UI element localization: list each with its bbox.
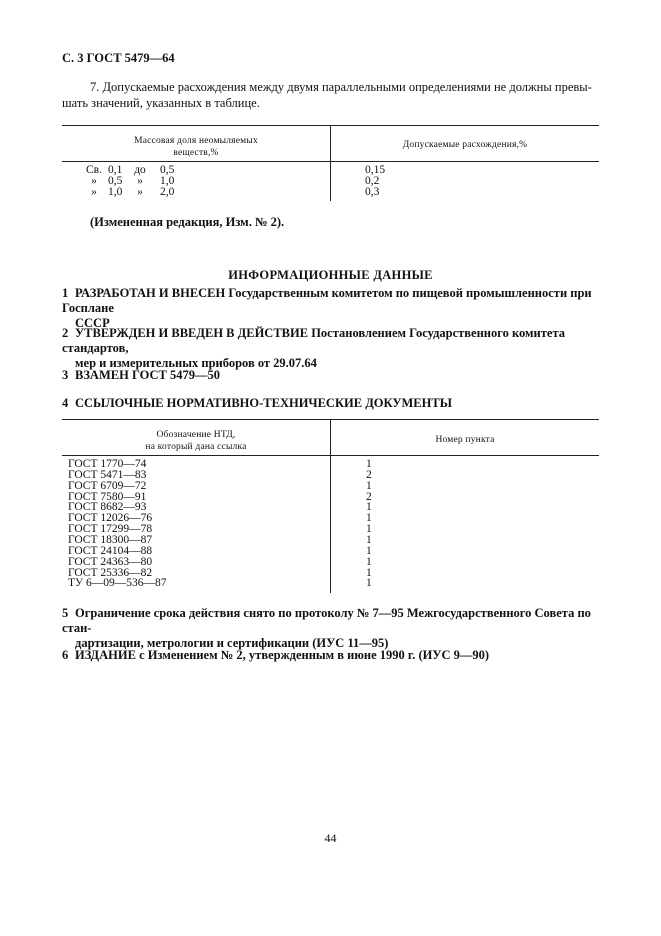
table2-row-document: ГОСТ 17299—78 (68, 523, 153, 536)
info-item-6: 6 ИЗДАНИЕ с Изменением № 2, утвержденным в июне 1990 г. (ИУС 9—90) (62, 648, 490, 662)
info-item-4: 4 ССЫЛОЧНЫЕ НОРМАТИВНО-ТЕХНИЧЕСКИЕ ДОКУМЕНТЫ (62, 396, 452, 410)
table2-row-document: ГОСТ 1770—74 (68, 458, 147, 470)
table2-row-document: ГОСТ 12026—76 (68, 512, 153, 525)
table1-row-to: 2,0 (160, 185, 175, 198)
table1-col-divider (330, 125, 331, 201)
table2-row-item-number: 2 (366, 468, 372, 481)
table1-row-value: 0,15 (365, 164, 386, 176)
table2-row-item-number: 1 (366, 458, 372, 470)
table2-row-document: ГОСТ 7580—91 (68, 490, 147, 503)
page-number: 44 (324, 831, 337, 845)
table2-row-document: ГОСТ 6709—72 (68, 479, 147, 492)
info-item-2: 2 УТВЕРЖДЕН И ВВЕДЕН В ДЕЙСТВИЕ Постановлением Государственного комитета стандартов, мер и измерительных приборов от 29.07.64 (62, 326, 565, 370)
table2-row-item-number: 1 (366, 501, 372, 514)
table2-row-item-number: 1 (366, 544, 372, 557)
table1-row-prefix: Св. (86, 164, 102, 176)
table1-row-value: 0,3 (365, 185, 380, 198)
table1-row-separator: » (137, 174, 143, 187)
table1-row-separator: до (134, 164, 146, 176)
table1-row-to: 0,5 (160, 164, 175, 176)
paragraph-7 (62, 79, 598, 111)
table2-row-document: ТУ 6—09—536—87 (68, 577, 167, 590)
table1-row-to: 1,0 (160, 174, 175, 187)
paragraph-7-line1: 7. Допускаемые расхождения между двумя параллельными определениями не должны превы- (90, 80, 592, 94)
table2-row-document: ГОСТ 5471—83 (68, 468, 147, 481)
info-title: ИНФОРМАЦИОННЫЕ ДАННЫЕ (228, 268, 433, 282)
table2-row-document: ГОСТ 8682—93 (68, 501, 147, 514)
table1-row-from: 1,0 (108, 185, 123, 198)
table2-row-item-number: 1 (366, 479, 372, 492)
info-item-5: 5 Ограничение срока действия снято по протоколу № 7—95 Межгосударственного Совета по стан- дартизации, метрологии и сертификации (ИУС 11—95) (62, 606, 591, 650)
table2-row-item-number: 2 (366, 490, 372, 503)
table2-col2-header: Номер пункта (435, 435, 495, 445)
table1-row-from: 0,1 (108, 164, 123, 176)
table2-row-item-number: 1 (366, 512, 372, 525)
paragraph-7-line2: шать значений, указанных в таблице. (62, 96, 260, 110)
table2-row-document: ГОСТ 25336—82 (68, 566, 153, 579)
page-header: С. 3 ГОСТ 5479—64 (62, 51, 175, 65)
table1-col1-header: Массовая доля неомыляемых веществ,% (134, 136, 258, 158)
info-item-1: 1 РАЗРАБОТАН И ВНЕСЕН Государственным комитетом по пищевой промышленности при Госплане СССР (62, 286, 592, 330)
table1-col2-header: Допускаемые расхождения,% (402, 140, 528, 150)
table2-row-document: ГОСТ 24363—80 (68, 555, 153, 568)
amendment-note: (Измененная редакция, Изм. № 2). (90, 215, 285, 229)
table2-row-item-number: 1 (366, 566, 372, 579)
info-item-3: 3 ВЗАМЕН ГОСТ 5479—50 (62, 368, 220, 382)
table2-row-item-number: 1 (366, 555, 372, 568)
table1-row-from: 0,5 (108, 174, 123, 187)
table2-row-item-number: 1 (366, 523, 372, 536)
table1-row-separator: » (137, 185, 143, 198)
table2-row-item-number: 1 (366, 577, 372, 590)
table2-col1-header: Обозначение НТД, на который дана ссылка (145, 430, 247, 452)
table2-row-document: ГОСТ 24104—88 (68, 544, 153, 557)
table2-row-document: ГОСТ 18300—87 (68, 533, 153, 546)
table1-row-prefix: » (91, 185, 97, 198)
table1-row-value: 0,2 (365, 174, 380, 187)
table1-row-prefix: » (91, 174, 97, 187)
table2-row-item-number: 1 (366, 533, 372, 546)
